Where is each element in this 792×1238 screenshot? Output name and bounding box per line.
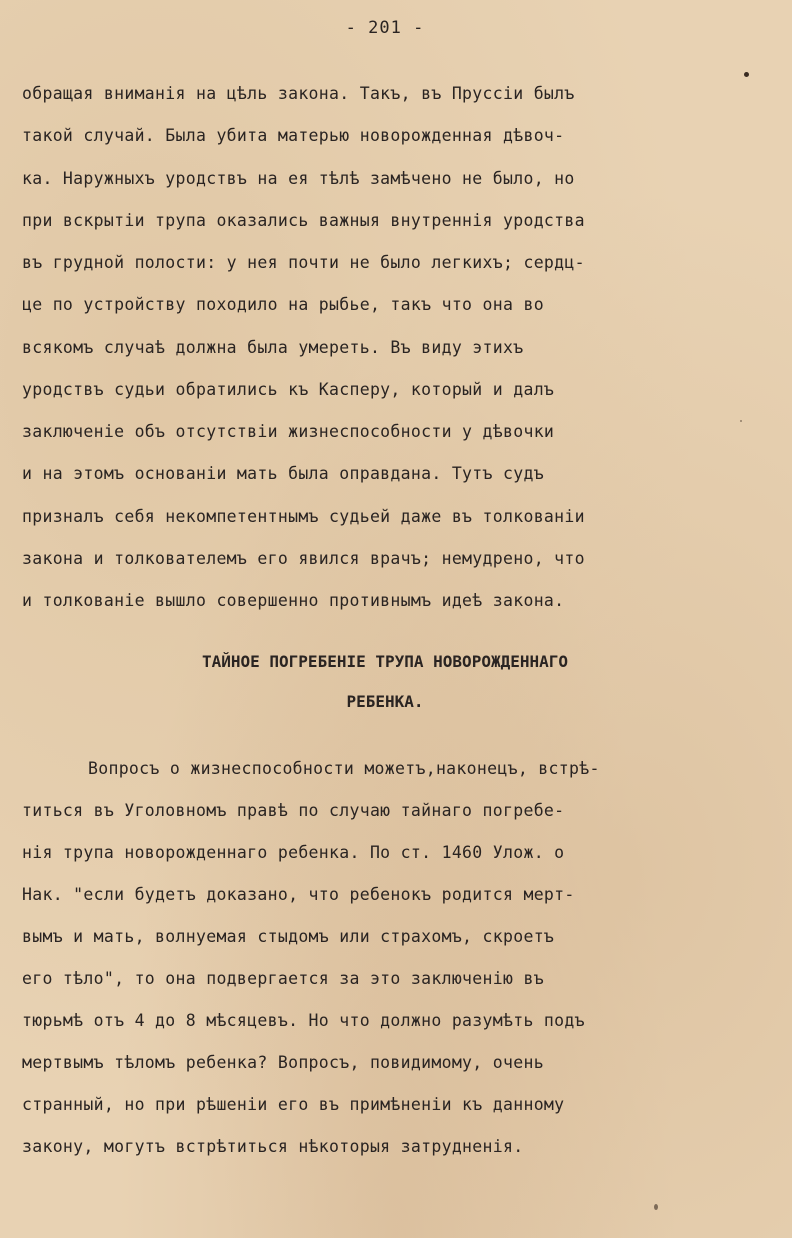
text-line: обращая вниманія на цѣль закона. Такъ, въ Пруссіи былъ bbox=[22, 84, 575, 103]
text-line: це по устройству походило на рыбье, такъ что она во bbox=[22, 295, 544, 314]
text-line: закону, могутъ встрѣтиться нѣкоторыя затрудненія. bbox=[22, 1137, 524, 1156]
text-line: и на этомъ основаніи мать была оправдана. Тутъ судъ bbox=[22, 464, 544, 483]
text-line: всякомъ случаѣ должна была умереть. Въ виду этихъ bbox=[22, 338, 524, 357]
page-number: - 201 - bbox=[345, 18, 425, 38]
text-line: странный, но при рѣшеніи его въ примѣненіи къ данному bbox=[22, 1095, 565, 1114]
text-line: и толкованіе вышло совершенно противнымъ идеѣ закона. bbox=[22, 591, 565, 610]
ink-spot bbox=[744, 72, 749, 77]
text-line: въ грудной полости: у нея почти не было легкихъ; сердц- bbox=[22, 253, 585, 272]
text-line: ка. Наружныхъ уродствъ на ея тѣлѣ замѣчено не было, но bbox=[22, 169, 575, 188]
text-line: заключеніе объ отсутствіи жизнеспособности у дѣвочки bbox=[22, 422, 555, 441]
text-line: закона и толкователемъ его явился врачъ; немудрено, что bbox=[22, 549, 585, 568]
text-line: тюрьмѣ отъ 4 до 8 мѣсяцевъ. Но что должно разумѣть подъ bbox=[22, 1011, 585, 1030]
text-line: при вскрытіи трупа оказались важныя внутреннія уродства bbox=[22, 211, 585, 230]
text-line: Нак. "если будетъ доказано, что ребенокъ родится мерт- bbox=[22, 885, 575, 904]
text-line: такой случай. Была убита матерью новорожденная дѣвоч- bbox=[22, 126, 565, 145]
text-line: нія трупа новорожденнаго ребенка. По ст. 1460 Улож. о bbox=[22, 843, 565, 862]
ink-spot bbox=[654, 1204, 658, 1210]
text-line: призналъ себя некомпетентнымъ судьей даже въ толкованіи bbox=[22, 507, 585, 526]
text-line: его тѣло", то она подвергается за это заключенію въ bbox=[22, 969, 544, 988]
section-heading-line-1: ТАЙНОЕ ПОГРЕБЕНІЕ ТРУПА НОВОРОЖДЕННАГО bbox=[201, 652, 569, 671]
text-line: Вопросъ о жизнеспособности можетъ,наконецъ, встрѣ- bbox=[88, 759, 600, 778]
text-line: титься въ Уголовномъ правѣ по случаю тайнаго погребе- bbox=[22, 801, 565, 820]
section-heading-line-2: РЕБЕНКА. bbox=[346, 692, 424, 711]
text-line: вымъ и мать, волнуемая стыдомъ или страхомъ, скроетъ bbox=[22, 927, 555, 946]
text-line: уродствъ судьи обратились къ Касперу, который и далъ bbox=[22, 380, 555, 399]
text-line: мертвымъ тѣломъ ребенка? Вопросъ, повидимому, очень bbox=[22, 1053, 544, 1072]
ink-spot bbox=[740, 420, 742, 422]
